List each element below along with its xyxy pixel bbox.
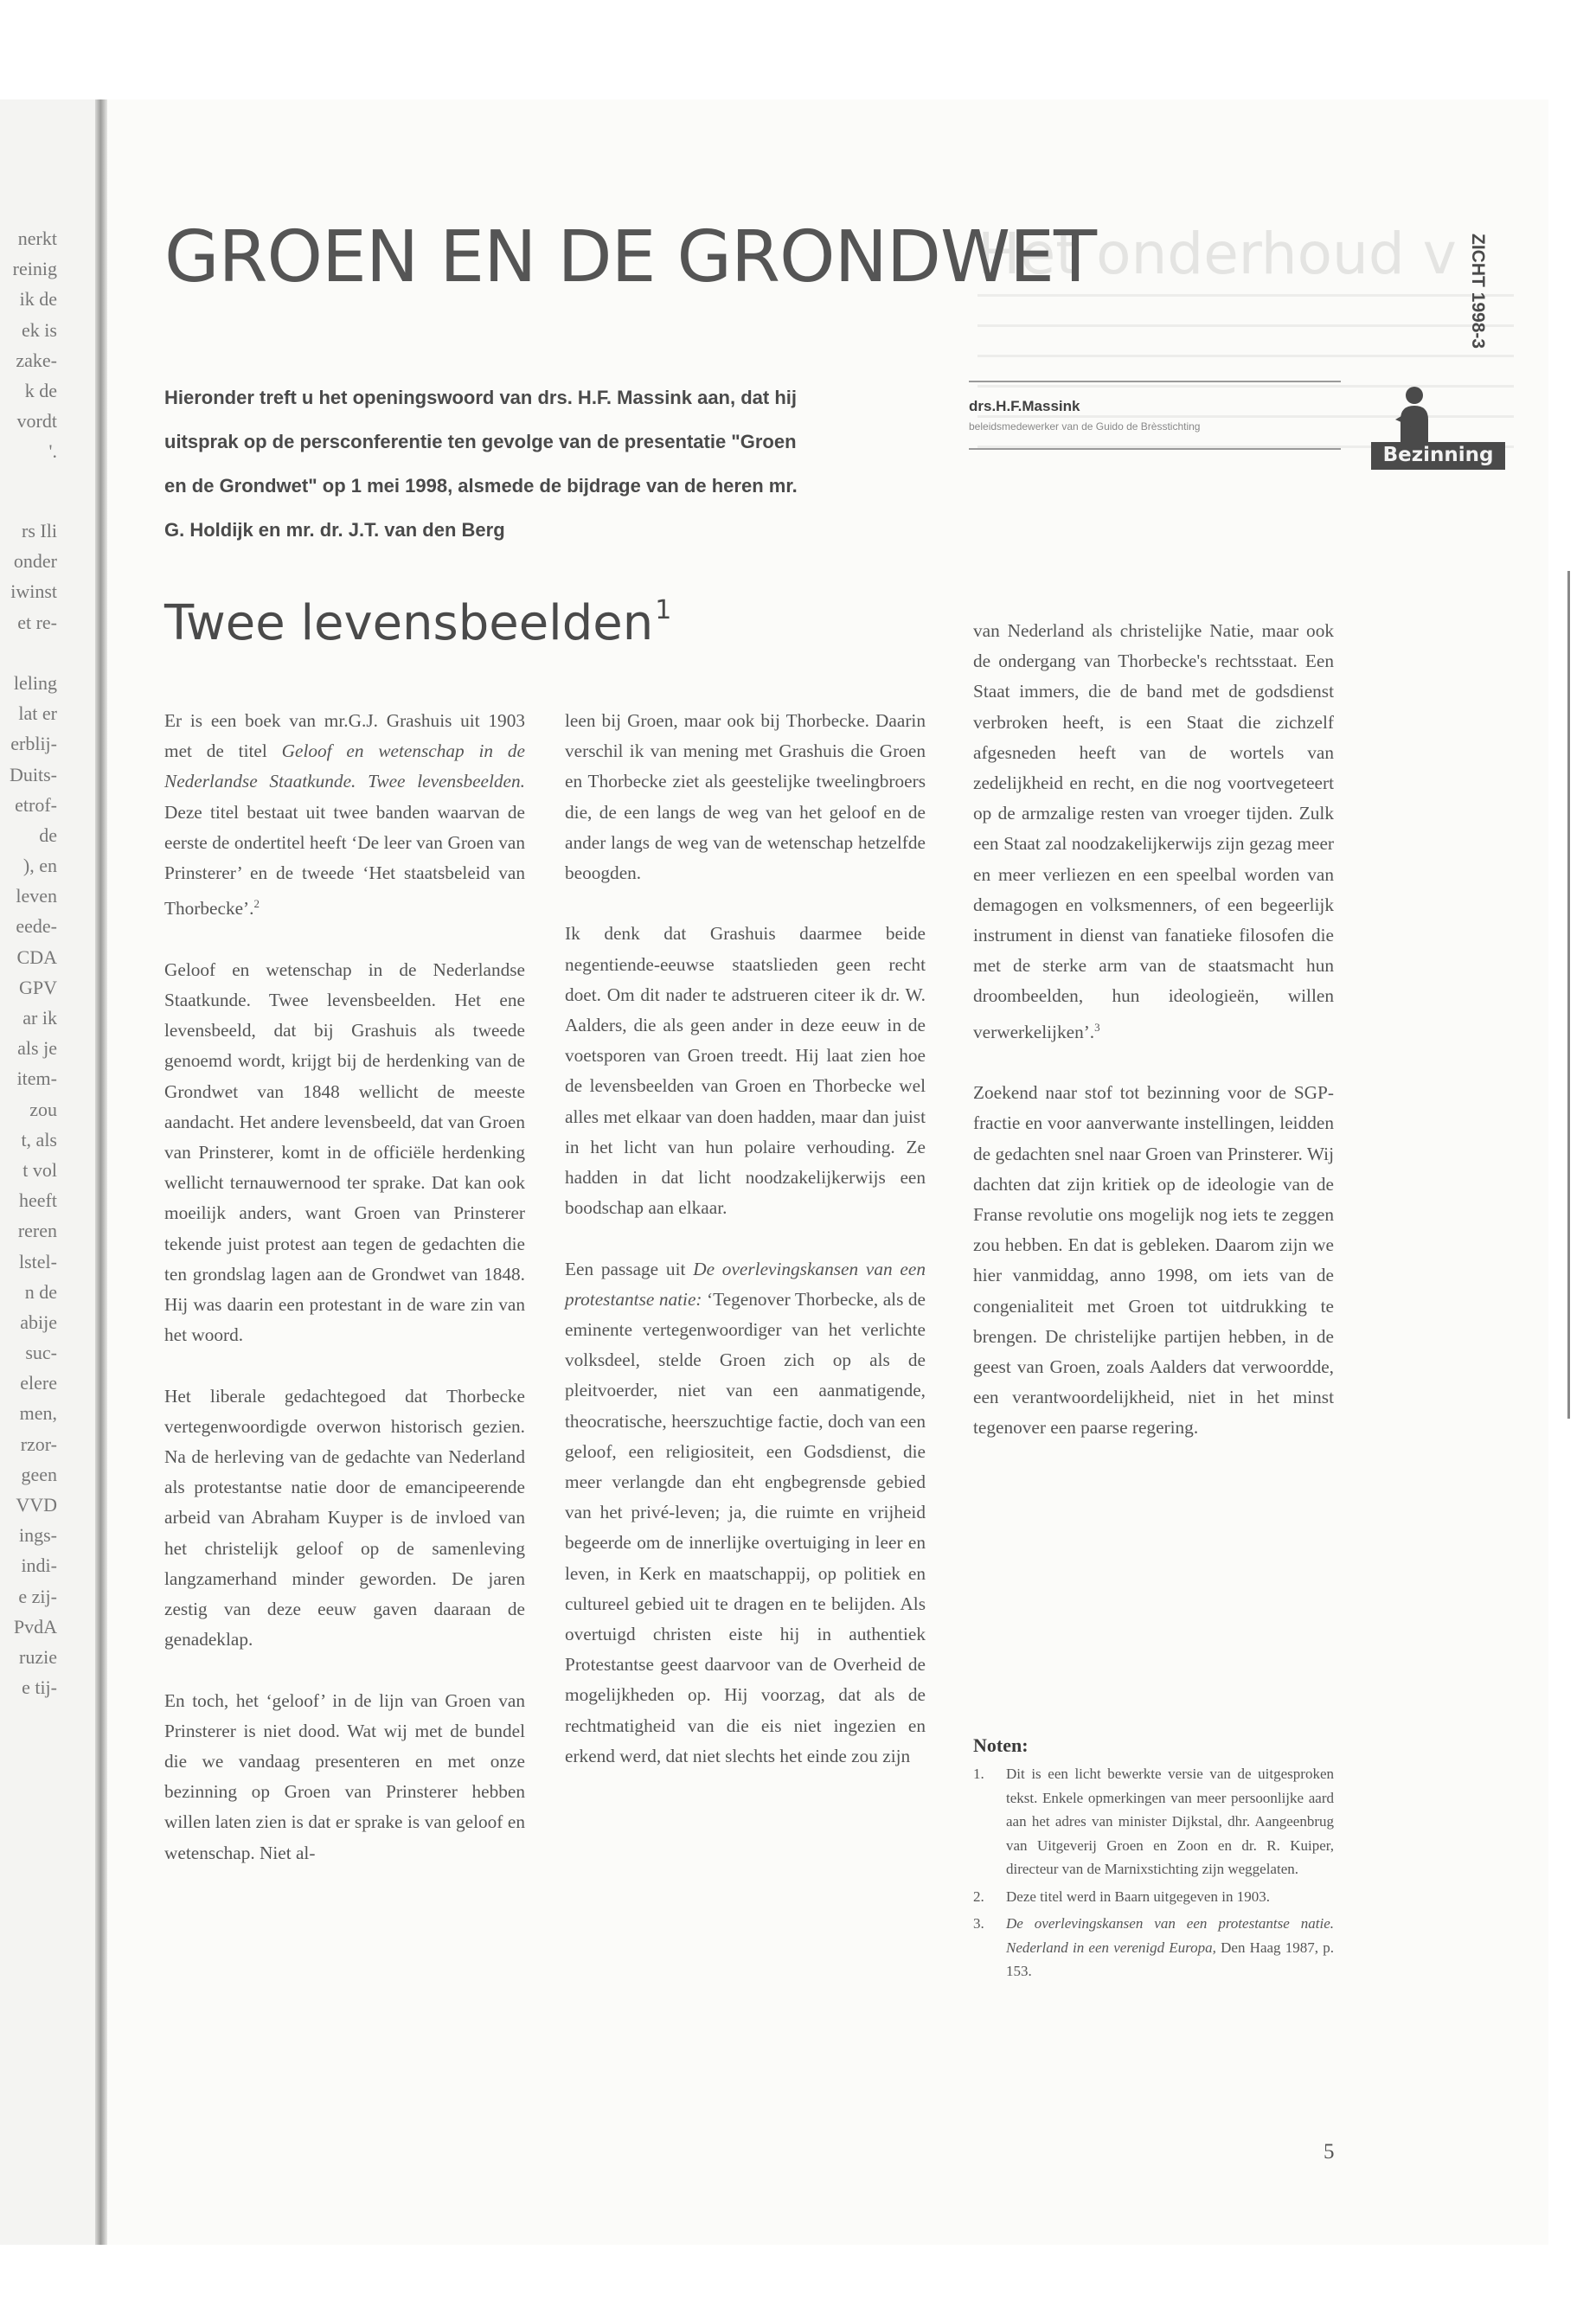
footnote-item [973, 1762, 1334, 1881]
fragment-line: elere [20, 1372, 57, 1394]
page-edge-marks [1567, 571, 1574, 1419]
footnote-ref: 3 [1094, 1020, 1100, 1034]
text-column-3 [973, 616, 1334, 1474]
fragment-line: ruzie [19, 1645, 57, 1668]
intro-line: G. Holdijk en mr. dr. J.T. van den Berg [164, 519, 505, 541]
paragraph: leen bij Groen, maar ook bij Thorbecke. Daarin verschil ik van mening met Grashuis die Groen en Thorbecke ziet als geestelijke tweelingbroers die, de een langs de weg van het geloof en de ander langs de weg van de wetenschap hetzelfde beoogden. [565, 710, 926, 884]
footnotes [973, 1734, 1334, 1987]
author-name: drs.H.F.Massink [969, 398, 1080, 414]
fragment-line: leling [13, 671, 57, 694]
fragment-line: de [39, 824, 57, 846]
text-run: Deze titel bestaat uit twee banden waarvan de eerste de ondertitel heeft ‘De leer van Groen van Prinsterer’ en de tweede ‘Het staatsbeleid van Thorbecke’. [164, 801, 525, 920]
text-column-2 [565, 706, 926, 1802]
fragment-line: iwinst [10, 580, 57, 603]
fragment-line: ings- [19, 1524, 57, 1547]
journal-issue-label: ZICHT 1998-3 [1468, 234, 1488, 349]
paragraph [565, 1254, 926, 1772]
fragment-line: geen [21, 1463, 57, 1485]
fragment-line: rs Ili [22, 520, 57, 542]
author-role: beleidsmedewerker van de Guido de Brèsstichting [969, 420, 1201, 433]
article-title [164, 595, 671, 651]
fragment-line: als je [17, 1037, 57, 1060]
footnotes-list [973, 1762, 1334, 1984]
bleed-through-title: Het onderhoud v [977, 221, 1457, 287]
divider [969, 448, 1341, 450]
fragment-line: ar ik [22, 1007, 57, 1029]
page-gutter [95, 99, 107, 2245]
thinker-icon [1388, 385, 1440, 447]
section-badge [1371, 385, 1505, 470]
text-run: Een passage uit [565, 1258, 694, 1279]
paragraph: Geloof en wetenschap in de Nederlandse Staatkunde. Twee levensbeelden. Het ene levensbeeld, dat bij Grashuis als tweede genoemd wordt, krijgt bij de herdenking van de Grondwet van 1848 wellicht de meeste aandacht. Het andere levensbeeld, dat van Groen van Prinsterer, komt in de officiële herdenking wellicht ternauwernood ter sprake. Dat kan ook moeilijk anders, want Groen van Prinsterer tekende juist protest aan tegen de gedachten die ten grondslag lagen aan de Grondwet van 1848. Hij was daarin een protestant in de ware zin van het woord. [164, 958, 525, 1346]
fragment-line: heeft [19, 1189, 57, 1212]
footnote-text: Deze titel werd in Baarn uitgegeven in 1903. [1006, 1888, 1270, 1905]
fragment-line: leven [16, 885, 57, 907]
fragment-line: n de [24, 1280, 57, 1303]
fragment-line: nerkt [17, 228, 57, 249]
fragment-line: zou [29, 1098, 57, 1120]
paragraph [973, 616, 1334, 1048]
footnote-number: 1. [973, 1766, 984, 1782]
author-box [969, 381, 1341, 450]
fragment-line: abije [20, 1311, 57, 1333]
fragment-line: erblij- [10, 733, 57, 755]
article-title-text: Twee levensbeelden [164, 595, 654, 651]
previous-page-fragments-bottom [0, 516, 57, 1702]
intro-paragraph [164, 375, 926, 552]
footnote-text: Dit is een licht bewerkte versie van de uitgesproken tekst. Enkele opmerkingen van meer persoonlijke aard aan het adres van minister Dijkstal, dhr. Aangeenbrug van Uitgeverij Groen en Zoon en dr. R. Kuiper, directeur van de Marnixstichting zijn weggelaten. [1006, 1766, 1334, 1877]
text-column-1 [164, 706, 525, 1899]
fragment-line: etrof- [15, 793, 57, 816]
fragment-line: '. [48, 440, 57, 463]
intro-line: en de Grondwet" op 1 mei 1998, alsmede de bijdrage van de heren mr. [164, 475, 798, 497]
paragraph [164, 706, 525, 925]
fragment-line: PvdA [13, 1615, 57, 1638]
fragment-line: lat er [18, 702, 57, 725]
book-title: De overlevingskansen van een protestantse natie: [565, 1258, 926, 1310]
fragment-line: lstel- [19, 1250, 57, 1272]
fragment-line: item- [16, 1067, 57, 1090]
text-run: van Nederland als christelijke Natie, maar ook de ondergang van Thorbecke's rechtsstaat. Een Staat immers, die de band met de godsdienst verbroken heeft, is een Staat die zichzelf afgesneden heeft van de wortels van zedelijkheid en recht, en die nog voortvegeteert op de armzalige resten van vroeger tijden. Zulk een Staat zal noodzakelijkerwijs zijn gezag meer en meer verliezen en een speelbal worden van demagogen en volksmenners, of een begeerlijk instrument in dienst van fanatieke filosofen die met de sterke arm van de staatsmacht hun droombeelden, hun ideologieën, willen verwerkelijken’. [973, 620, 1334, 1042]
footnote-item [973, 1912, 1334, 1984]
text-run: ‘Tegenover Thorbecke, als de eminente vertegenwoordiger van het verlichte volksdeel, stelde Groen zich op als de pleitvoerder, niet van een aanmatigende, theocratische, heerszuchtige factie, doch van een geloof, een religiositeit, een Godsdienst, die meer verlangde dan eht engbegrensde gebied van het privé-leven; ja, die ruimte en vrijheid begeerde om de innerlijke overtuiging in leer en leven, in Kerk en maatschappij, op politiek en cultureel gebied uit te dragen en te belijden. Als overtuigd christen eiste hij in authentiek Protestantse geest daarvoor van de Overheid de mogelijkheden op. Hij voorzag, dat als de rechtmatigheid van die eis niet ingezien en erkend werd, dat niet slechts het einde zou zijn [565, 1288, 926, 1766]
footnote-ref: 1 [655, 595, 672, 625]
fragment-line: reinig [12, 258, 57, 280]
fragment-line: indi- [21, 1554, 57, 1577]
paragraph: Zoekend naar stof tot bezinning voor de SGP-fractie en voor aanverwante instellingen, leidden de gedachten snel naar Groen van Prinsterer. Wij dachten dat zijn kritiek op de ideologie van de Franse revolutie ons mogelijk nog iets te zeggen zou hebben. En dat is gebleken. Daarom zijn we hier vanmiddag, anno 1998, om iets van de congenialiteit met Groen tot uitdrukking te brengen. De christelijke partijen hebben, in de geest van Groen, zoals Aalders dat verwoordde, een verantwoordelijkheid, niet in het minst tegenover een paarse regering. [973, 1082, 1334, 1439]
fragment-line: CDA [16, 945, 57, 968]
badge-label: Bezinning [1371, 442, 1505, 470]
footnote-text: Den Haag 1987, p. 153. [1006, 1939, 1334, 1979]
fragment-line: k de [24, 379, 57, 401]
fragment-line: t vol [22, 1158, 57, 1181]
footnote-book-title: De overlevingskansen van een protestantse natie. Nederland in een verenigd Europa, [1006, 1915, 1334, 1956]
paragraph: Ik denk dat Grashuis daarmee beide negentiende-eeuwse staatslieden geen recht doet. Om dit nader te adstrueren citeer ik dr. W. Aalders, die als geen ander in deze eeuw in de voetsporen van Groen treedt. Hij laat zien hoe de levensbeelden van Groen en Thorbecke wel alles met elkaar van doen hadden, maar dan juist in het licht van hun polaire verhouding. Ze hadden in dat licht noodzakelijkerwijs een boodschap aan elkaar. [565, 923, 926, 1219]
intro-line: uitsprak op de persconferentie ten gevolge van de presentatie "Groen [164, 431, 797, 452]
fragment-line: Duits- [10, 763, 57, 785]
page-number: 5 [1324, 2140, 1335, 2163]
paragraph: En toch, het ‘geloof’ in de lijn van Groen van Prinsterer is niet dood. Wat wij met de bundel die we vandaag presenteren en met onze bezinning op Groen van Prinsterer hebben willen laten zien is dat er sprake is van geloof en wetenschap. Niet al- [164, 1689, 525, 1863]
fragment-line: rzor- [20, 1433, 57, 1455]
fragment-line: VVD [16, 1494, 57, 1516]
fragment-line: zake- [16, 349, 57, 371]
fragment-line: onder [13, 550, 57, 573]
fragment-line: ), en [22, 855, 57, 877]
fragment-line: men, [19, 1402, 57, 1425]
intro-line: Hieronder treft u het openingswoord van drs. H.F. Massink aan, dat hij [164, 387, 797, 408]
footnote-item [973, 1885, 1334, 1909]
fragment-line: ik de [19, 288, 57, 311]
fragment-line: t, als [21, 1128, 57, 1150]
previous-page-fragments-top [0, 223, 57, 467]
text-run: Er is een boek van mr.G.J. Grashuis uit 1903 met de titel [164, 710, 525, 762]
fragment-line: ek is [22, 318, 57, 341]
fragment-line: suc- [25, 1342, 57, 1364]
footnote-number: 3. [973, 1915, 984, 1932]
paragraph: Het liberale gedachtegoed dat Thorbecke vertegenwoordigde overwon historisch gezien. Na de herleving van de gedachte van Nederland als protestantse natie door de emancipeerende arbeid van Abraham Kuyper is de invloed van het christelijk geloof op de samenleving langzamerhand minder geworden. De jaren zestig van deze eeuw gaven daaraan de genadeklap. [164, 1385, 525, 1650]
footnote-number: 2. [973, 1888, 984, 1905]
footnotes-heading: Noten: [973, 1734, 1029, 1756]
fragment-line: e tij- [22, 1676, 57, 1699]
book-title: Geloof en wetenschap in de Nederlandse Staatkunde. Twee levensbeelden. [164, 740, 525, 792]
footnote-ref: 2 [253, 897, 260, 911]
fragment-line [0, 638, 57, 668]
page-title: GROEN EN DE GRONDWET [164, 216, 1097, 298]
fragment-line: GPV [18, 976, 57, 998]
fragment-line: reren [17, 1220, 57, 1242]
fragment-line: e zij- [18, 1585, 57, 1607]
fragment-line: et re- [17, 611, 57, 633]
fragment-line: vordt [16, 410, 57, 433]
fragment-line: eede- [16, 915, 57, 938]
divider [969, 381, 1341, 382]
